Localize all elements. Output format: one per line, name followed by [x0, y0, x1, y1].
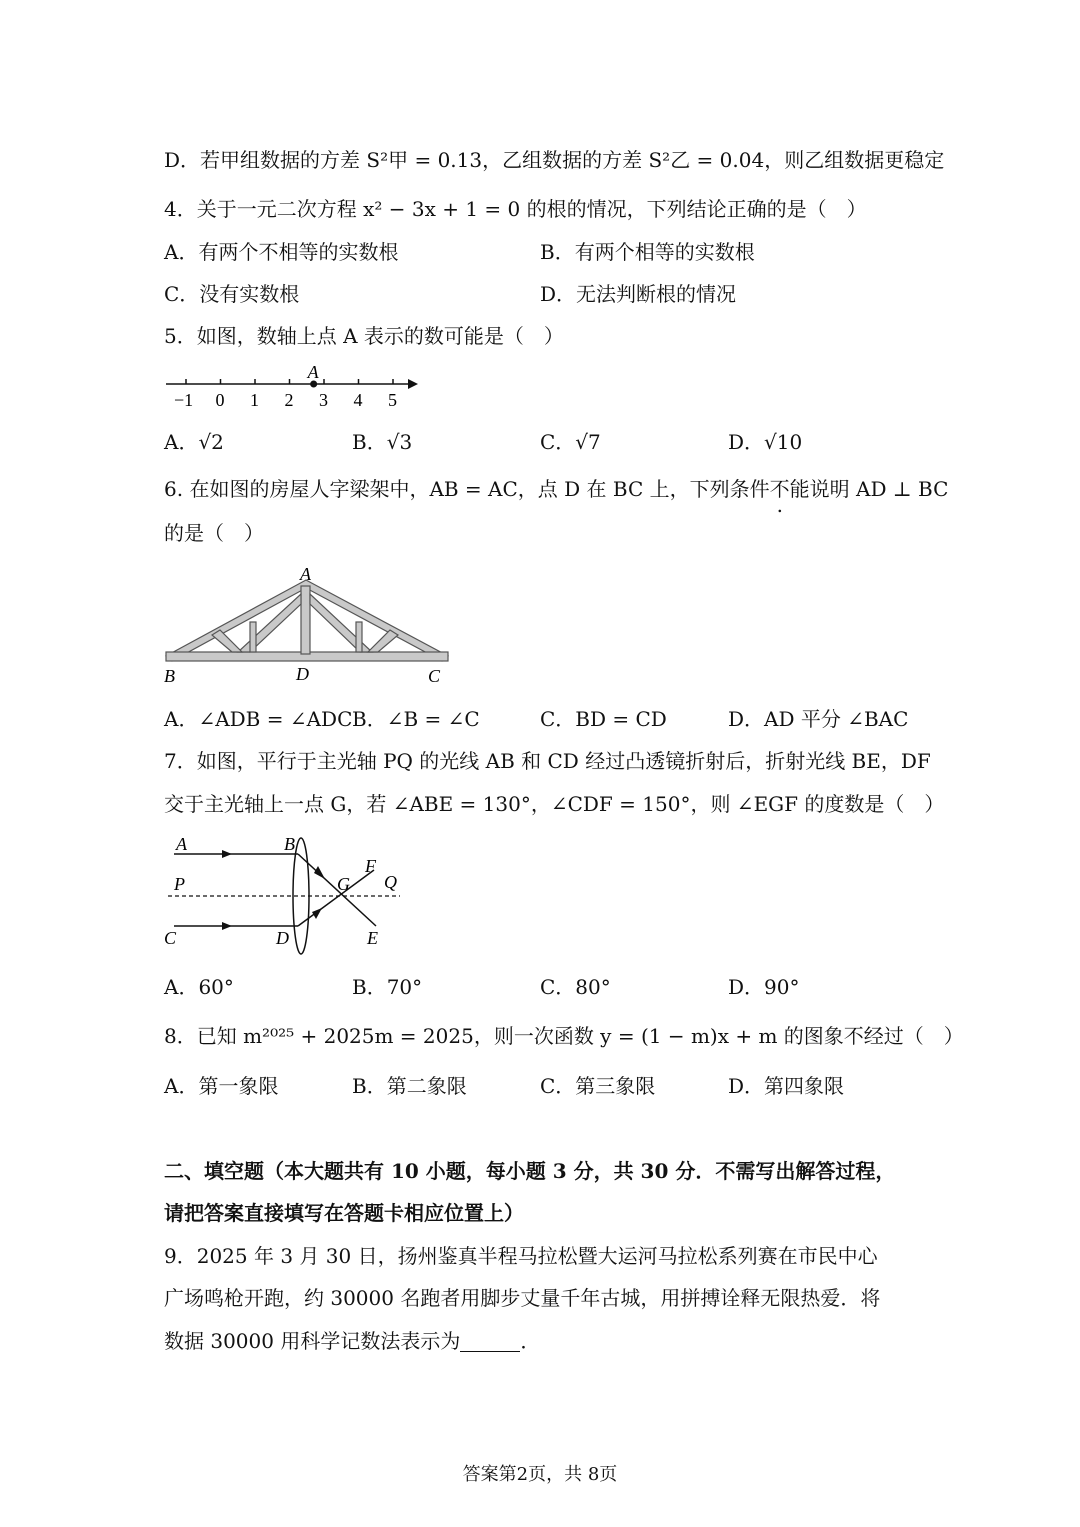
number-line-tick-label: −1 — [174, 390, 194, 410]
truss-post-right — [356, 622, 362, 652]
number-line-tick-label: 1 — [250, 390, 259, 410]
section2-heading-line1: 二、填空题（本大题共有 10 小题，每小题 3 分，共 30 分．不需写出解答过程， — [164, 1159, 896, 1183]
q3-option-d: D．若甲组数据的方差 S²甲 = 0.13，乙组数据的方差 S²乙 = 0.04，则乙组数据更稳定 — [164, 148, 945, 172]
q5-option-b: B．√3 — [352, 430, 413, 454]
q7-option-d: D．90° — [728, 975, 800, 999]
q7-option-a: A．60° — [164, 975, 234, 999]
lens-label-f: F — [365, 856, 376, 876]
q9-line2: 广场鸣枪开跑，约 30000 名跑者用脚步丈量千年古城，用拼搏诠释无限热爱．将 — [164, 1286, 881, 1310]
q5-stem: 5．如图，数轴上点 A 表示的数可能是（ ） — [164, 324, 564, 348]
section2-heading-line2: 请把答案直接填写在答题卡相应位置上） — [164, 1201, 524, 1225]
number-line-tick-label: 3 — [319, 390, 328, 410]
truss-post-ad — [301, 586, 310, 654]
truss-strut-right — [368, 630, 398, 652]
q5-option-a: A．√2 — [164, 430, 224, 454]
truss-strut-left — [212, 630, 242, 652]
q7-stem-line1: 7．如图，平行于主光轴 PQ 的光线 AB 和 CD 经过凸透镜折射后，折射光线 BE，DF — [164, 749, 931, 773]
number-line-point-label: A — [307, 362, 319, 382]
lens-label-d: D — [276, 928, 289, 948]
q4-stem: 4．关于一元二次方程 x² − 3x + 1 = 0 的根的情况，下列结论正确的是（ ） — [164, 197, 867, 221]
q5-option-c: C．√7 — [540, 430, 601, 454]
truss-label-d: D — [296, 664, 309, 684]
q9-answer-blank[interactable] — [460, 1331, 520, 1352]
page-footer: 答案第2页，共 8页 — [462, 1464, 618, 1485]
q4-option-b: B．有两个相等的实数根 — [540, 240, 755, 264]
q4-option-c: C．没有实数根 — [164, 282, 300, 306]
q8-option-b: B．第二象限 — [352, 1074, 467, 1098]
q4-option-a: A．有两个不相等的实数根 — [164, 240, 399, 264]
q7-option-c: C．80° — [540, 975, 611, 999]
q5-number-line-figure — [160, 360, 430, 412]
q6-option-b: B．∠B = ∠C — [352, 707, 480, 731]
q6-stem-line1: 6. 在如图的房屋人字梁架中，AB = AC，点 D 在 BC 上，下列条件不能说明 AD ⊥ BC — [164, 477, 949, 501]
ray-ab-arrow — [222, 850, 232, 858]
q7-option-b: B．70° — [352, 975, 423, 999]
number-line-tick-label: 5 — [388, 390, 397, 410]
lens-label-a: A — [176, 834, 187, 854]
q5-option-d: D．√10 — [728, 430, 803, 454]
q8-stem: 8．已知 m²⁰²⁵ + 2025m = 2025，则一次函数 y = (1 − m)x + m 的图象不经过（ ） — [164, 1024, 964, 1048]
number-line-tick-label: 0 — [215, 390, 225, 410]
truss-label-a: A — [300, 564, 311, 584]
ray-cd-arrow — [222, 922, 232, 930]
q6-emphasis: 不能 — [769, 477, 810, 501]
truss-post-left — [250, 622, 256, 652]
q6-truss-figure — [160, 560, 460, 690]
ray-df-arrow — [312, 908, 322, 919]
q9-line1: 9．2025 年 3 月 30 日，扬州鉴真半程马拉松暨大运河马拉松系列赛在市民中心 — [164, 1244, 878, 1268]
q9-line3: 数据 30000 用科学记数法表示为 ． — [164, 1329, 541, 1353]
q8-option-c: C．第三象限 — [540, 1074, 656, 1098]
number-line-tick-label: 2 — [284, 390, 294, 410]
truss-label-b: B — [164, 666, 175, 686]
q6-stem-line2: 的是（ ） — [164, 521, 264, 545]
q7-stem-line2: 交于主光轴上一点 G，若 ∠ABE = 130°，∠CDF = 150°，则 ∠EGF 的度数是（ ） — [164, 792, 945, 816]
lens-label-g: G — [337, 874, 350, 894]
lens-label-c: C — [164, 928, 177, 948]
ray-be-arrow — [314, 866, 325, 879]
q8-option-d: D．第四象限 — [728, 1074, 845, 1098]
q6-option-c: C．BD = CD — [540, 707, 667, 731]
lens-label-p: P — [174, 874, 185, 894]
q6-option-d: D．AD 平分 ∠BAC — [728, 707, 909, 731]
truss-label-c: C — [428, 666, 441, 686]
q7-lens-figure — [160, 830, 420, 960]
q6-option-a: A．∠ADB = ∠ADC — [164, 707, 353, 731]
q4-option-d: D．无法判断根的情况 — [540, 282, 737, 306]
lens-label-q: Q — [384, 872, 397, 892]
number-line-tick-label: 4 — [353, 390, 363, 410]
lens-label-e: E — [367, 928, 378, 948]
lens-label-b: B — [284, 834, 295, 854]
q8-option-a: A．第一象限 — [164, 1074, 279, 1098]
number-line-arrow — [408, 379, 418, 389]
